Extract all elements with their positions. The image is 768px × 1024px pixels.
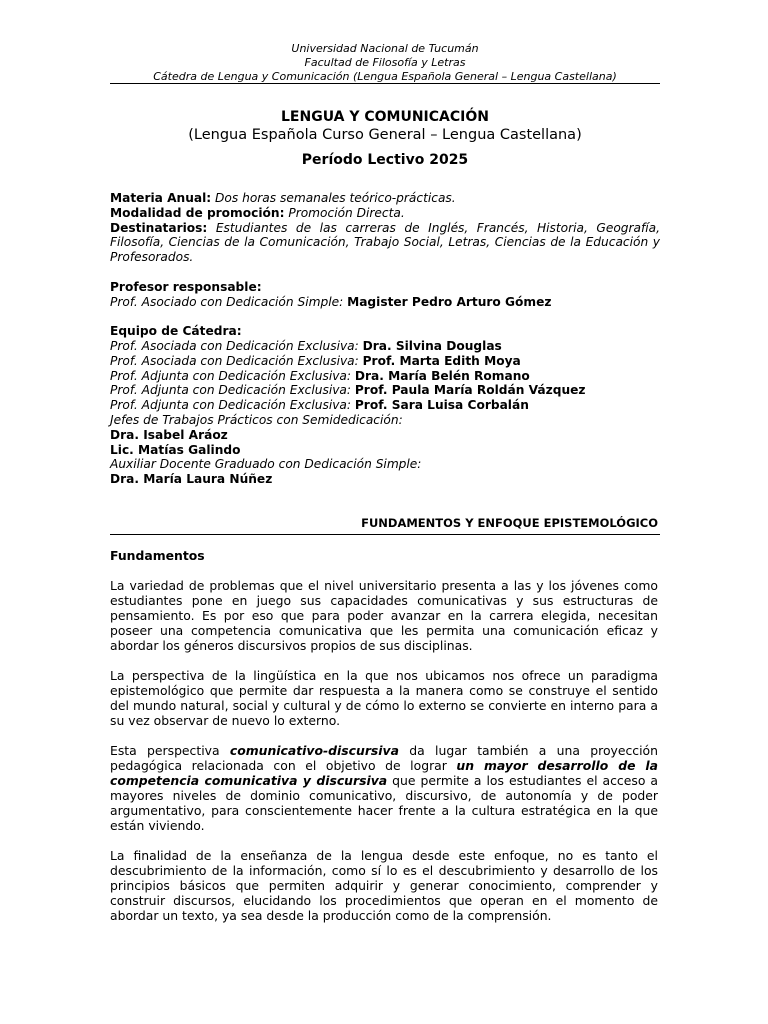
page-header — [110, 42, 660, 84]
destinatarios-label: Destinatarios: — [110, 220, 208, 235]
paragraph-3-text: que permite a los estudiantes el acceso a mayores niveles de dominio comunicativo, discursivo, de autonomía y de poder argumentativo, para conscientemente hacer frente a la cultura estratégica en la que están viviendo. — [110, 773, 659, 833]
header-chair: Cátedra de Lengua y Comunicación (Lengua Española General – Lengua Castellana) — [153, 70, 617, 83]
team-member-role: Prof. Adjunta con Dedicación Exclusiva: — [110, 383, 351, 398]
destinatarios-value: Estudiantes de las carreras de Inglés, Francés, Historia, Geografía, Filosofía, Ciencias de la Comunicación, Trabajo Social, Letras, Ciencias de la Educación y Profesorados. — [110, 220, 661, 265]
document-period: Período Lectivo 2025 — [301, 152, 469, 168]
professor-heading: Profesor responsable: — [110, 279, 262, 294]
materia-line — [110, 191, 660, 206]
team-member — [110, 398, 660, 413]
header-university: Universidad Nacional de Tucumán — [291, 42, 479, 55]
modalidad-value: Promoción Directa. — [288, 205, 405, 220]
paragraph-1: La variedad de problemas que el nivel universitario presenta a las y los jóvenes como estudiantes pone en juego sus capacidades comunicativas y sus estructuras de pensamiento. Es por eso que para poder avanzar en la carrera elegida, necesitan poseer una competencia comunicativa que les permita una comunicación eficaz y abordar los géneros discursivos propios de sus disciplinas. — [110, 578, 658, 653]
header-divider — [110, 83, 660, 84]
team-member-name: Dra. Silvina Douglas — [362, 338, 502, 353]
section-heading: FUNDAMENTOS Y ENFOQUE EPISTEMOLÓGICO — [361, 516, 658, 530]
professor-line — [110, 295, 660, 310]
course-info — [110, 191, 660, 487]
aux-role: Auxiliar Docente Graduado con Dedicación Simple: — [110, 457, 422, 472]
professor-role: Prof. Asociado con Dedicación Simple: — [110, 294, 344, 309]
team-member-role: Prof. Asociada con Dedicación Exclusiva: — [110, 338, 359, 353]
paragraph-3-text: da lugar también a una proyección pedagógica relacionada con el objetivo de lograr — [110, 743, 658, 773]
aux-name: Dra. María Laura Núñez — [110, 472, 273, 487]
document-title: LENGUA Y COMUNICACIÓN — [281, 109, 489, 125]
destinatarios-line — [110, 221, 660, 265]
jtp-name: Lic. Matías Galindo — [110, 442, 241, 457]
paragraph-3-text: Esta perspectiva — [110, 743, 230, 758]
emphasis-term: comunicativo-discursiva — [229, 743, 399, 758]
team-member-role: Prof. Adjunta con Dedicación Exclusiva: — [110, 368, 351, 383]
section-body — [110, 548, 658, 938]
team-member-name: Prof. Paula María Roldán Vázquez — [354, 383, 586, 398]
paragraph-2: La perspectiva de la lingüística en la que nos ubicamos nos ofrece un paradigma epistemológico que permite dar respuesta a la manera como se construye el sentido del mundo natural, social y cultural y de cómo lo externo se convierte en interno para a su vez observar de nuevo lo externo. — [110, 668, 658, 728]
materia-label: Materia Anual: — [110, 191, 212, 205]
section-divider — [110, 534, 660, 535]
professor-name: Magister Pedro Arturo Gómez — [347, 294, 552, 309]
materia-value: Dos horas semanales teórico-prácticas. — [215, 191, 456, 205]
team-member — [110, 354, 660, 369]
team-member-name: Prof. Sara Luisa Corbalán — [354, 398, 529, 413]
team-heading: Equipo de Cátedra: — [110, 324, 242, 339]
team-member-name: Prof. Marta Edith Moya — [362, 353, 521, 368]
team-member-role: Prof. Asociada con Dedicación Exclusiva: — [110, 353, 359, 368]
team-member-name: Dra. María Belén Romano — [354, 368, 530, 383]
team-member — [110, 369, 660, 384]
document-subtitle: (Lengua Española Curso General – Lengua Castellana) — [188, 127, 582, 143]
header-faculty: Facultad de Filosofía y Letras — [304, 56, 466, 69]
modalidad-line — [110, 206, 660, 221]
team-member-role: Prof. Adjunta con Dedicación Exclusiva: — [110, 398, 351, 413]
emphasis-objective: un mayor desarrollo de la competencia comunicativa y discursiva — [110, 758, 659, 788]
jtp-role: Jefes de Trabajos Prácticos con Semidedicación: — [110, 412, 403, 427]
team-member — [110, 383, 660, 398]
paragraph-4: La finalidad de la enseñanza de la lengua desde este enfoque, no es tanto el descubrimiento de la información, como sí lo es el descubrimiento y desarrollo de los principios básicos que permiten adquirir y generar conocimiento, comprender y construir discursos, elucidando los procedimientos que operan en el momento de abordar un texto, ya sea desde la producción como de la comprensión. — [110, 848, 658, 923]
modalidad-label: Modalidad de promoción: — [110, 205, 285, 220]
subsection-heading: Fundamentos — [110, 548, 205, 563]
paragraph-3 — [110, 743, 658, 833]
jtp-name: Dra. Isabel Aráoz — [110, 427, 228, 442]
team-member — [110, 339, 660, 354]
